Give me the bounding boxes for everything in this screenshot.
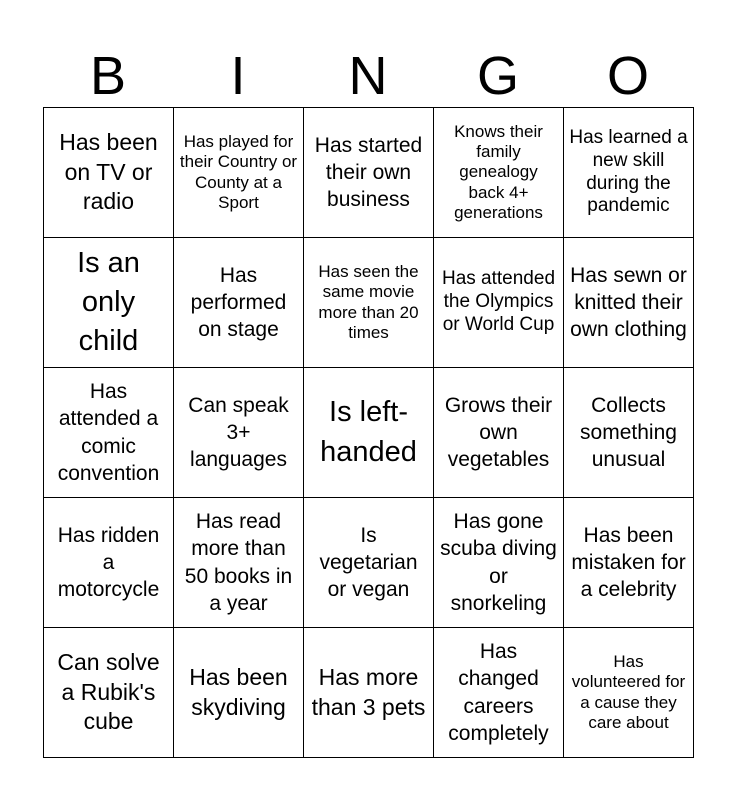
cell-text: Has read more than 50 books in a year (184, 509, 293, 615)
cell-text: Has been skydiving (189, 663, 288, 720)
bingo-cell[interactable] (564, 628, 694, 758)
bingo-header (43, 44, 693, 108)
cell-text: Has attended the Olympics or World Cup (441, 268, 556, 335)
bingo-cell[interactable] (434, 108, 564, 238)
bingo-cell[interactable] (304, 498, 434, 628)
cell-text: Has sewn or knitted their own clothing (570, 263, 687, 342)
header-letter-o: O (606, 46, 649, 106)
cell-text: Can solve a Rubik's cube (57, 648, 160, 735)
bingo-cell[interactable] (304, 368, 434, 498)
cell-text: Is left-handed (320, 396, 417, 468)
bingo-cell[interactable] (564, 368, 694, 498)
bingo-cell[interactable] (44, 628, 174, 758)
bingo-cell[interactable] (174, 498, 304, 628)
bingo-card (43, 107, 694, 758)
bingo-cell[interactable] (564, 238, 694, 368)
cell-text: Has learned a new skill during the pandemic (569, 126, 688, 217)
bingo-cell[interactable] (44, 498, 174, 628)
cell-text: Collects something unusual (580, 393, 677, 472)
header-letter-b: B (89, 46, 127, 106)
bingo-cell[interactable] (174, 238, 304, 368)
bingo-cell[interactable] (174, 368, 304, 498)
cell-text: Is vegetarian or vegan (319, 523, 418, 602)
bingo-cell[interactable] (44, 368, 174, 498)
cell-text: Has been on TV or radio (59, 128, 158, 215)
cell-text: Can speak 3+ languages (188, 393, 289, 472)
cell-text: Has played for their Country or County at a Sport (179, 131, 298, 212)
bingo-cell[interactable] (564, 108, 694, 238)
cell-text: Has volunteered for a cause they care about (571, 651, 686, 732)
bingo-cell[interactable] (304, 238, 434, 368)
cell-text: Has ridden a motorcycle (57, 523, 160, 602)
cell-text: Has been mistaken for a celebrity (571, 523, 686, 602)
bingo-cell[interactable] (434, 498, 564, 628)
bingo-cell[interactable] (304, 628, 434, 758)
cell-text: Has more than 3 pets (311, 663, 426, 720)
cell-text: Has gone scuba diving or snorkeling (440, 509, 557, 615)
header-letter-n: N (348, 46, 388, 106)
bingo-cell[interactable] (174, 628, 304, 758)
bingo-cell[interactable] (44, 108, 174, 238)
header-letter-i: I (230, 46, 246, 106)
bingo-cell[interactable] (564, 498, 694, 628)
bingo-cell[interactable] (434, 238, 564, 368)
cell-text: Has seen the same movie more than 20 times (318, 261, 419, 342)
cell-text: Knows their family genealogy back 4+ generations (454, 121, 543, 223)
bingo-cell[interactable] (304, 108, 434, 238)
bingo-cell[interactable] (174, 108, 304, 238)
cell-text: Has started their own business (314, 133, 423, 212)
cell-text: Has attended a comic convention (57, 379, 160, 485)
bingo-cell[interactable] (434, 628, 564, 758)
cell-text: Has performed on stage (190, 263, 287, 342)
cell-text: Has changed careers completely (448, 639, 549, 745)
cell-text: Is an only child (77, 246, 140, 358)
header-letter-g: G (476, 46, 519, 106)
cell-text: Grows their own vegetables (444, 393, 553, 472)
bingo-cell[interactable] (434, 368, 564, 498)
bingo-cell[interactable] (44, 238, 174, 368)
